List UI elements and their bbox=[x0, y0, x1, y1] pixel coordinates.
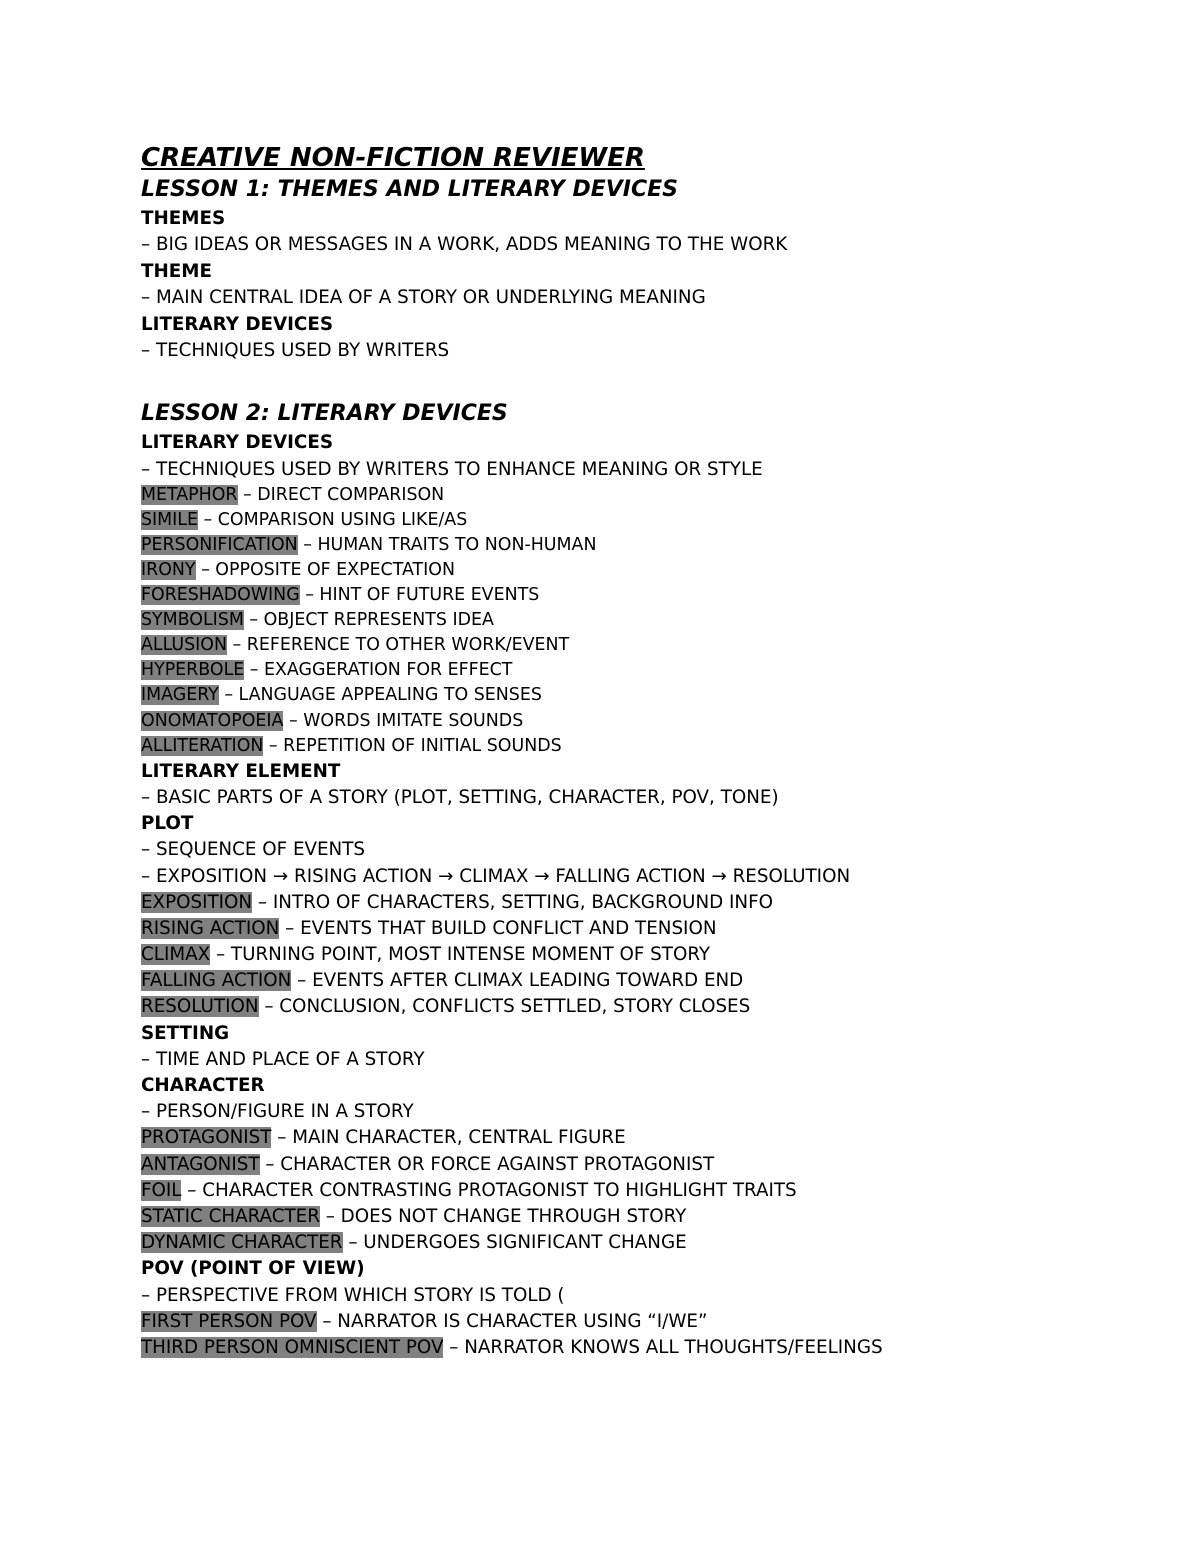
term-description: – DIRECT COMPARISON bbox=[237, 484, 445, 505]
term-definition bbox=[141, 558, 1200, 583]
lesson-2-device-list bbox=[141, 483, 1200, 759]
term-description: – MAIN CHARACTER, CENTRAL FIGURE bbox=[271, 1127, 626, 1149]
term-definition bbox=[141, 916, 1200, 942]
document-title: CREATIVE NON-FICTION REVIEWER bbox=[141, 143, 645, 173]
term-description: – OPPOSITE OF EXPECTATION bbox=[195, 560, 455, 580]
term-description: – REPETITION OF INITIAL SOUNDS bbox=[263, 735, 562, 756]
lesson-1-title: LESSON 1: THEMES AND LITERARY DEVICES bbox=[141, 177, 678, 202]
term-description: – UNDERGOES SIGNIFICANT CHANGE bbox=[342, 1232, 687, 1254]
section-heading: PLOT bbox=[141, 813, 194, 835]
term-definition bbox=[141, 1204, 1200, 1230]
highlighted-term: PERSONIFICATION bbox=[141, 534, 298, 555]
highlighted-term: ONOMATOPOEIA bbox=[141, 710, 284, 731]
term-definition bbox=[141, 1335, 1200, 1361]
term-description: – HINT OF FUTURE EVENTS bbox=[299, 585, 540, 606]
term-definition bbox=[141, 583, 1200, 608]
term-definition bbox=[141, 633, 1200, 658]
term-description: – INTRO OF CHARACTERS, SETTING, BACKGROUND INFO bbox=[252, 891, 773, 913]
section-heading: THEME bbox=[141, 260, 212, 282]
section-heading: LITERARY ELEMENT bbox=[141, 760, 341, 782]
definition-line: – BIG IDEAS OR MESSAGES IN A WORK, ADDS MEANING TO THE WORK bbox=[141, 234, 788, 256]
section-heading: LITERARY DEVICES bbox=[141, 313, 333, 335]
highlighted-term: EXPOSITION bbox=[141, 891, 253, 913]
definition-line: – MAIN CENTRAL IDEA OF A STORY OR UNDERLYING MEANING bbox=[141, 287, 706, 309]
definition-line: – EXPOSITION → RISING ACTION → CLIMAX → FALLING ACTION → RESOLUTION bbox=[141, 865, 851, 887]
lesson-2-title: LESSON 2: LITERARY DEVICES bbox=[141, 401, 508, 427]
term-description: – CHARACTER CONTRASTING PROTAGONIST TO HIGHLIGHT TRAITS bbox=[181, 1179, 797, 1201]
lesson-1-content bbox=[141, 206, 1200, 364]
section-heading: LITERARY DEVICES bbox=[141, 432, 333, 454]
term-definition bbox=[141, 709, 1200, 734]
highlighted-term: FORESHADOWING bbox=[141, 585, 300, 606]
highlighted-term: IRONY bbox=[141, 560, 196, 580]
highlighted-term: IMAGERY bbox=[141, 685, 219, 706]
term-definition bbox=[141, 942, 1200, 968]
term-description: – CONCLUSION, CONFLICTS SETTLED, STORY CLOSES bbox=[258, 996, 751, 1018]
term-definition bbox=[141, 1309, 1200, 1335]
highlighted-term: ALLITERATION bbox=[141, 735, 264, 756]
term-definition bbox=[141, 508, 1200, 533]
term-definition bbox=[141, 1178, 1200, 1204]
highlighted-term: ALLUSION bbox=[141, 635, 228, 656]
definition-line: – PERSON/FIGURE IN A STORY bbox=[141, 1101, 414, 1123]
highlighted-term: SYMBOLISM bbox=[141, 610, 244, 631]
term-definition bbox=[141, 1230, 1200, 1256]
highlighted-term: HYPERBOLE bbox=[141, 660, 245, 681]
definition-line: – PERSPECTIVE FROM WHICH STORY IS TOLD ( bbox=[141, 1284, 565, 1306]
term-description: – LANGUAGE APPEALING TO SENSES bbox=[218, 685, 542, 706]
section-heading: CHARACTER bbox=[141, 1075, 265, 1096]
definition-line: – TECHNIQUES USED BY WRITERS TO ENHANCE MEANING OR STYLE bbox=[141, 458, 763, 480]
highlighted-term: ANTAGONIST bbox=[141, 1153, 260, 1175]
highlighted-term: CLIMAX bbox=[141, 944, 211, 966]
lesson-2-elements bbox=[141, 759, 1200, 1361]
highlighted-term: FIRST PERSON POV bbox=[141, 1310, 317, 1332]
highlighted-term: FOIL bbox=[141, 1179, 182, 1201]
highlighted-term: STATIC CHARACTER bbox=[141, 1205, 320, 1227]
highlighted-term: THIRD PERSON OMNISCIENT POV bbox=[141, 1336, 444, 1358]
term-definition bbox=[141, 683, 1200, 708]
term-description: – NARRATOR KNOWS ALL THOUGHTS/FEELINGS bbox=[443, 1336, 883, 1358]
definition-line: – TIME AND PLACE OF A STORY bbox=[141, 1048, 425, 1070]
highlighted-term: METAPHOR bbox=[141, 484, 238, 505]
term-description: – EVENTS THAT BUILD CONFLICT AND TENSION bbox=[279, 917, 717, 939]
highlighted-term: SIMILE bbox=[141, 509, 198, 530]
term-description: – EXAGGERATION FOR EFFECT bbox=[244, 660, 513, 681]
term-description: – NARRATOR IS CHARACTER USING “I/WE” bbox=[316, 1310, 708, 1332]
term-description: – EVENTS AFTER CLIMAX LEADING TOWARD END bbox=[291, 970, 744, 992]
section-heading: SETTING bbox=[141, 1022, 230, 1044]
term-definition bbox=[141, 994, 1200, 1020]
section-heading: POV (POINT OF VIEW) bbox=[141, 1258, 365, 1280]
term-definition bbox=[141, 483, 1200, 508]
lesson-2-intro bbox=[141, 430, 1200, 482]
term-definition bbox=[141, 890, 1200, 916]
term-definition bbox=[141, 658, 1200, 683]
highlighted-term: RISING ACTION bbox=[141, 917, 280, 939]
definition-line: – SEQUENCE OF EVENTS bbox=[141, 839, 365, 861]
term-description: – CHARACTER OR FORCE AGAINST PROTAGONIST bbox=[259, 1153, 715, 1175]
highlighted-term: FALLING ACTION bbox=[141, 970, 292, 992]
term-description: – HUMAN TRAITS TO NON-HUMAN bbox=[297, 534, 597, 555]
term-description: – COMPARISON USING LIKE/AS bbox=[197, 509, 468, 530]
term-description: – OBJECT REPRESENTS IDEA bbox=[243, 610, 494, 631]
highlighted-term: PROTAGONIST bbox=[141, 1127, 272, 1149]
term-definition bbox=[141, 1125, 1200, 1151]
term-description: – REFERENCE TO OTHER WORK/EVENT bbox=[227, 635, 570, 656]
definition-line: – TECHNIQUES USED BY WRITERS bbox=[141, 339, 450, 361]
section-heading: THEMES bbox=[141, 208, 226, 229]
term-description: – WORDS IMITATE SOUNDS bbox=[283, 710, 524, 731]
definition-line: – BASIC PARTS OF A STORY (PLOT, SETTING, CHARACTER, POV, TONE) bbox=[141, 786, 779, 808]
term-definition bbox=[141, 533, 1200, 558]
term-description: – DOES NOT CHANGE THROUGH STORY bbox=[319, 1205, 687, 1227]
highlighted-term: RESOLUTION bbox=[141, 996, 259, 1018]
highlighted-term: DYNAMIC CHARACTER bbox=[141, 1232, 343, 1254]
term-description: – TURNING POINT, MOST INTENSE MOMENT OF STORY bbox=[210, 944, 711, 966]
term-definition bbox=[141, 1152, 1200, 1178]
term-definition bbox=[141, 734, 1200, 759]
term-definition bbox=[141, 608, 1200, 633]
term-definition bbox=[141, 968, 1200, 994]
